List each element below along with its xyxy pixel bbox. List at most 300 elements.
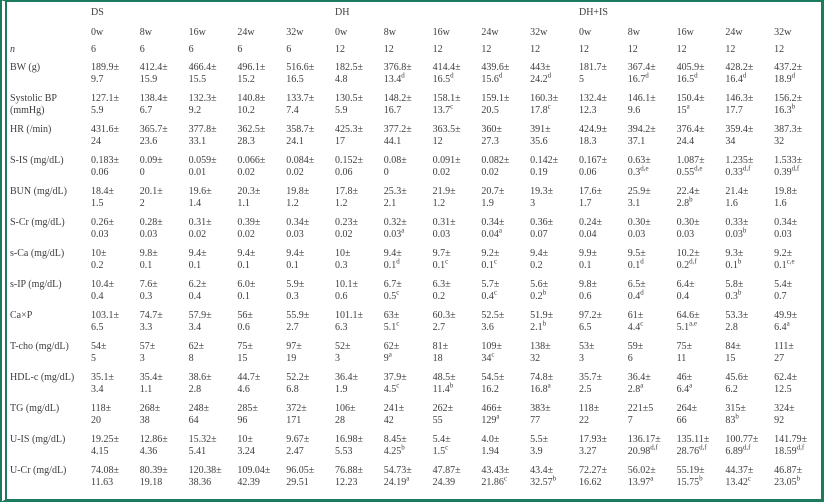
significance-superscript: a <box>650 474 654 483</box>
table-cell: 140.8± 10.2 <box>237 93 266 116</box>
table-cell: 44.7± 4.6 <box>237 372 261 395</box>
table-cell: 6.5± 0.4$^d$ <box>627 279 646 302</box>
table-cell: 159.1± 20.5 <box>481 93 510 116</box>
table-cell: 181.7± 5 <box>578 62 607 85</box>
table-cell: 132.4± 12.3 <box>578 93 607 116</box>
significance-superscript: d <box>640 288 644 297</box>
significance-superscript: b <box>791 102 796 111</box>
table-cell: 9.4± 0.1 <box>188 248 207 271</box>
table-cell: 19.8± 1.2 <box>286 186 310 209</box>
table-cell: 285± 96 <box>237 403 258 426</box>
week-header: 24w <box>481 27 499 38</box>
week-header: 8w <box>383 27 397 38</box>
table-cell: 74.08± 11.63 <box>91 465 119 488</box>
significance-superscript: a <box>496 412 500 421</box>
table-cell: 35.4± 1.1 <box>139 372 163 395</box>
significance-superscript: d <box>401 71 405 80</box>
table-cell: 146.3± 17.7 <box>725 93 754 116</box>
table-cell: 5.4± 1.5$^c$ <box>432 434 451 457</box>
table-cell: 75± 15 <box>237 341 253 364</box>
table-row <box>9 465 821 496</box>
significance-superscript: d,e <box>694 164 703 173</box>
table-cell: 63± 5.1$^c$ <box>383 310 400 333</box>
table-cell: 414.4± 16.5$^d$ <box>432 62 461 85</box>
row-label: T-cho (mg/dL) <box>10 341 69 352</box>
table-cell: 118± 20 <box>91 403 112 426</box>
table-cell: 100.77± $6.89^{d,f}$ <box>725 434 759 457</box>
table-cell: 241± 42 <box>383 403 405 426</box>
n-value: 6 <box>188 44 194 55</box>
table-cell: 0.08± 0 <box>383 155 407 178</box>
table-cell: 48.5± 11.4$^b$ <box>432 372 456 395</box>
significance-superscript: c <box>493 288 497 297</box>
table-cell: 25.9± 3.1 <box>627 186 651 209</box>
table-row <box>9 124 821 155</box>
table-cell: 9.67± 2.47 <box>286 434 310 457</box>
table-cell: 74.8± 16.8$^a$ <box>530 372 554 395</box>
table-cell: 52.2± 6.8 <box>286 372 310 395</box>
table-cell: 0.30± 0.03 <box>627 217 651 240</box>
table-cell: 6.3± 0.2 <box>432 279 451 302</box>
table-cell: 362.5± 28.3 <box>237 124 266 147</box>
table-cell: 443± 24.2$^d$ <box>530 62 552 85</box>
table-cell: 262± 55 <box>432 403 454 426</box>
table-cell: 0.31± 0.03 <box>432 217 456 240</box>
group-header-dh-is: DH+IS <box>578 7 608 18</box>
significance-superscript: c <box>640 319 644 328</box>
table-cell: 9.2± $0.1^{c,e}$ <box>774 248 795 271</box>
table-cell: 109± $34^c$ <box>481 341 502 364</box>
row-label: U-IS (mg/dL) <box>10 434 66 445</box>
row-label: s-Ca (mg/dL) <box>10 248 65 259</box>
significance-superscript: b <box>449 381 454 390</box>
significance-superscript: d,f <box>742 164 751 173</box>
table-cell: 5.9± 0.3 <box>286 279 305 302</box>
table-cell: 10± 0.2 <box>91 248 107 271</box>
row-label: TG (mg/dL) <box>10 403 60 414</box>
table-cell: 391± 35.6 <box>530 124 551 147</box>
table-cell: 6.0± 0.1 <box>237 279 256 302</box>
table-cell: 0.33± 0.03$^b$ <box>725 217 749 240</box>
table-cell: 17.6± 1.7 <box>578 186 602 209</box>
table-cell: 54.5± 16.2 <box>481 372 505 395</box>
week-header: 24w <box>725 27 743 38</box>
table-cell: 10.2± $0.2^{d,f}$ <box>676 248 700 271</box>
table-cell: 47.87± 24.39 <box>432 465 461 488</box>
table-cell: 182.5± 4.8 <box>334 62 363 85</box>
table-cell: 36.4± 1.9 <box>334 372 358 395</box>
table-cell: 1.087± $0.55^{d,e}$ <box>676 155 705 178</box>
table-cell: 425.3± 17 <box>334 124 363 147</box>
table-cell: 0.34± 0.04$^a$ <box>481 217 505 240</box>
n-value: 6 <box>237 44 243 55</box>
week-header: 8w <box>627 27 640 38</box>
n-value: 12 <box>578 44 589 55</box>
significance-superscript: a,e <box>689 319 698 328</box>
n-value: 12 <box>334 44 345 55</box>
table-cell: 10.4± 0.4 <box>91 279 114 302</box>
table-cell: 127.1± 5.9 <box>91 93 119 116</box>
table-cell: 0.183± 0.06 <box>91 155 119 178</box>
table-cell: 52.5± 3.6 <box>481 310 505 333</box>
table-cell: 38.6± 2.8 <box>188 372 212 395</box>
table-cell: 412.4± 15.9 <box>139 62 168 85</box>
table-cell: 136.17± $20.98^{d,f}$ <box>627 434 661 457</box>
table-cell: 376.4± 24.4 <box>676 124 705 147</box>
group-header-dh: DH <box>334 7 350 18</box>
significance-superscript: d,f <box>791 164 800 173</box>
table-cell: 358.7± 24.1 <box>286 124 315 147</box>
table-cell: 466.4± 15.5 <box>188 62 217 85</box>
table-cell: 56± 0.6 <box>237 310 253 333</box>
table-cell: 156.2± 16.3$^b$ <box>774 93 803 116</box>
table-cell: 0.066± 0.02 <box>237 155 266 178</box>
table-cell: 35.7± 2.5 <box>578 372 602 395</box>
week-header: 16w <box>432 27 450 38</box>
table-cell: 9.9± 0.1 <box>578 248 597 271</box>
significance-superscript: d <box>742 71 747 80</box>
table-cell: 376.8± 13.4$^d$ <box>383 62 412 85</box>
significance-superscript: d,f <box>650 443 658 452</box>
significance-superscript: b <box>552 474 557 483</box>
table-row <box>9 403 821 434</box>
table-cell: 360± 27.3 <box>481 124 502 147</box>
significance-superscript: c <box>503 474 507 483</box>
table-cell: 431.6± 24 <box>91 124 119 147</box>
table-cell: 189.9± 9.7 <box>91 62 119 85</box>
table-cell: 16.98± 5.53 <box>334 434 363 457</box>
significance-superscript: b <box>542 288 547 297</box>
table-cell: 372± 171 <box>286 403 307 426</box>
n-value: 6 <box>286 44 292 55</box>
row-label: HDL-c (mg/dL) <box>10 372 75 383</box>
table-cell: 0.32± 0.03$^a$ <box>383 217 407 240</box>
table-row <box>9 341 821 372</box>
table-cell: 0.36± 0.07 <box>530 217 554 240</box>
table-cell: 19.8± 1.6 <box>774 186 798 209</box>
table-row <box>9 186 821 217</box>
table-cell: 248± 64 <box>188 403 210 426</box>
table-cell: 54± 5 <box>91 341 107 364</box>
table-cell: 45.6± 6.2 <box>725 372 749 395</box>
week-header: 24w <box>237 27 255 38</box>
significance-superscript: c <box>493 257 497 266</box>
table-cell: 359.4± 34 <box>725 124 754 147</box>
table-cell: 74.7± 3.3 <box>139 310 163 333</box>
significance-superscript: a <box>401 226 405 235</box>
corner-cell <box>9 5 89 27</box>
table-cell: 21.9± 1.2 <box>432 186 456 209</box>
table-cell: 0.30± 0.03 <box>676 217 700 240</box>
significance-superscript: b <box>737 288 742 297</box>
table-cell: 20.7± 1.9 <box>481 186 505 209</box>
table-cell: 9.4± 0.1 <box>237 248 256 271</box>
table-cell: 17.8± 1.2 <box>334 186 358 209</box>
table-cell: 9.8± 0.1 <box>139 248 158 271</box>
table-cell: 51.9± 2.1$^b$ <box>530 310 554 333</box>
table-cell: 146.1± 9.6 <box>627 93 656 116</box>
table-row <box>9 93 821 124</box>
row-label: BW (g) <box>10 62 41 73</box>
table-cell: 6.2± 0.4 <box>188 279 207 302</box>
table-cell: 52± 3 <box>334 341 351 364</box>
significance-superscript: c <box>396 319 400 328</box>
table-row <box>9 248 821 279</box>
significance-superscript: b <box>689 195 693 204</box>
table-cell: 9.4± 0.1$^d$ <box>383 248 402 271</box>
table-cell: 6.4± 0.4 <box>676 279 695 302</box>
table-cell: 9.5± 0.1$^d$ <box>627 248 646 271</box>
n-value: 12 <box>627 44 638 55</box>
table-cell: 0.34± 0.03 <box>286 217 310 240</box>
table-cell: 55.19± 15.75$^b$ <box>676 465 705 488</box>
week-header: 32w <box>530 27 548 38</box>
table-cell: 44.37± 13.42$^c$ <box>725 465 754 488</box>
table-cell: 0.26± 0.03 <box>91 217 114 240</box>
n-row <box>9 44 821 62</box>
significance-superscript: c <box>491 350 495 359</box>
table-cell: 36.4± 2.8$^a$ <box>627 372 651 395</box>
significance-superscript: d,f <box>689 257 697 266</box>
table-cell: 437.2± 18.9$^d$ <box>774 62 803 85</box>
table-cell: 8.45± 4.25$^b$ <box>383 434 407 457</box>
table-cell: 130.5± 5.9 <box>334 93 363 116</box>
table-cell: 103.1± 6.5 <box>91 310 119 333</box>
table-cell: 387.3± 32 <box>774 124 803 147</box>
table-cell: 54.73± 24.19$^a$ <box>383 465 412 488</box>
week-header: 8w <box>139 27 153 38</box>
table-row <box>9 217 821 248</box>
table-cell: 20.3± 1.1 <box>237 186 261 209</box>
table-cell: 25.3± 2.1 <box>383 186 407 209</box>
significance-superscript: c <box>445 257 449 266</box>
table-cell: 424.9± 18.3 <box>578 124 607 147</box>
table-header <box>9 5 821 44</box>
table-cell: 268± 38 <box>139 403 161 426</box>
row-label: BUN (mg/dL) <box>10 186 67 197</box>
table-cell: 109.04± 42.39 <box>237 465 271 488</box>
week-header: 16w <box>676 27 694 38</box>
week-header: 0w <box>578 27 592 38</box>
significance-superscript: d,f <box>796 443 805 452</box>
significance-superscript: b <box>542 319 547 328</box>
table-cell: 0.167± 0.06 <box>578 155 607 178</box>
significance-superscript: c <box>747 474 751 483</box>
table-cell: 57± 3 <box>139 341 156 364</box>
table-cell: 160.3± 17.8$^c$ <box>530 93 559 116</box>
significance-superscript: d <box>450 71 454 80</box>
table-cell: 1.533± $0.39^{d,f}$ <box>774 155 803 178</box>
table-cell: 5.6± 0.2$^b$ <box>530 279 549 302</box>
table-cell: 264± 66 <box>676 403 698 426</box>
table-cell: 72.27± 16.62 <box>578 465 607 488</box>
table-cell: 55.9± 2.7 <box>286 310 310 333</box>
table-cell: 0.34± 0.03 <box>774 217 798 240</box>
table-row <box>9 434 821 465</box>
table-cell: 62.4± 12.5 <box>774 372 798 395</box>
table-row <box>9 279 821 310</box>
table-cell: 394.2± 37.1 <box>627 124 656 147</box>
significance-superscript: c <box>445 443 449 452</box>
table-cell: 148.2± 16.7 <box>383 93 412 116</box>
table-cell: 120.38± 38.36 <box>188 465 222 488</box>
significance-superscript: b <box>737 257 742 266</box>
table-cell: 367.4± 16.7$^d$ <box>627 62 656 85</box>
table-cell: 377.2± 44.1 <box>383 124 412 147</box>
table-cell: 0.39± 0.02 <box>237 217 261 240</box>
significance-superscript: b <box>401 443 405 452</box>
table-cell: 9.4± 0.2 <box>530 248 549 271</box>
table-cell: 111± 27 <box>774 341 794 364</box>
significance-superscript: b <box>735 412 739 421</box>
table-cell: 5.5± 3.9 <box>530 434 549 457</box>
week-header: 32w <box>774 27 792 38</box>
table-cell: 46± 6.4$^a$ <box>676 372 693 395</box>
table-cell: 97± 19 <box>286 341 302 364</box>
significance-superscript: a <box>640 381 644 390</box>
table-cell: 138.4± 6.7 <box>139 93 168 116</box>
table-cell: 59± 6 <box>627 341 644 364</box>
table-row <box>9 62 821 93</box>
corner-cell <box>9 27 89 44</box>
table-cell: 6.7± 0.5$^c$ <box>383 279 402 302</box>
table-cell: 0.091± 0.02 <box>432 155 461 178</box>
table-row <box>9 372 821 403</box>
n-value: 12 <box>774 44 785 55</box>
table-cell: 19.3± 3 <box>530 186 554 209</box>
table-cell: 35.1± 3.4 <box>91 372 114 395</box>
table-cell: 0.09± 0 <box>139 155 163 178</box>
significance-superscript: d <box>396 257 400 266</box>
table-cell: 101.1± 6.3 <box>334 310 363 333</box>
significance-superscript: a <box>786 319 790 328</box>
n-value: 6 <box>91 44 96 55</box>
significance-superscript: b <box>742 226 747 235</box>
n-value: 12 <box>725 44 736 55</box>
table-cell: 18.4± 1.5 <box>91 186 114 209</box>
table-cell: 37.9± 4.5$^c$ <box>383 372 407 395</box>
table-cell: 21.4± 1.6 <box>725 186 749 209</box>
n-value: 12 <box>530 44 541 55</box>
table-cell: 5.4± 0.7 <box>774 279 793 302</box>
table-cell: 46.87± 23.05$^b$ <box>774 465 803 488</box>
table-cell: 43.43± 21.86$^c$ <box>481 465 510 488</box>
table-cell: 53± 3 <box>578 341 595 364</box>
significance-superscript: d <box>791 71 796 80</box>
table-cell: 132.3± 9.2 <box>188 93 217 116</box>
table-cell: 0.142± 0.19 <box>530 155 559 178</box>
significance-superscript: a <box>547 381 551 390</box>
table-cell: 9.7± 0.1$^c$ <box>432 248 451 271</box>
table-cell: 97.2± 6.5 <box>578 310 602 333</box>
table-cell: 76.88± 12.23 <box>334 465 363 488</box>
table-cell: 138± 32 <box>530 341 551 364</box>
significance-superscript: d <box>640 257 644 266</box>
significance-superscript: c,e <box>786 257 795 266</box>
row-label: Systolic BP (mmHg) <box>10 93 57 116</box>
table-cell: 324± 92 <box>774 403 795 426</box>
lab-results-table <box>9 5 821 496</box>
significance-superscript: d,f <box>699 443 707 452</box>
table-cell: 377.8± 33.1 <box>188 124 217 147</box>
significance-superscript: d <box>694 71 698 80</box>
table-cell: 428.2± 16.4$^d$ <box>725 62 754 85</box>
table-cell: 80.39± 19.18 <box>139 465 168 488</box>
row-label: s-IP (mg/dL) <box>10 279 62 290</box>
table-cell: 315± $83^b$ <box>725 403 746 426</box>
table-cell: 0.059± 0.01 <box>188 155 217 178</box>
table-cell: 0.082± 0.02 <box>481 155 510 178</box>
significance-superscript: d <box>498 71 503 80</box>
table-cell: 0.31± 0.02 <box>188 217 212 240</box>
table-cell: 64.6± $5.1^{a,e}$ <box>676 310 700 333</box>
row-label: S-IS (mg/dL) <box>10 155 64 166</box>
table-cell: 141.79± $18.59^{d,f}$ <box>774 434 808 457</box>
n-value: 6 <box>139 44 145 55</box>
significance-superscript: d <box>547 71 552 80</box>
significance-superscript: c <box>450 102 454 111</box>
week-header: 32w <box>286 27 304 38</box>
table-cell: 15.32± 5.41 <box>188 434 217 457</box>
table-cell: 22.4± 2.8$^b$ <box>676 186 700 209</box>
table-cell: 17.93± 3.27 <box>578 434 607 457</box>
table-cell: 5.8± 0.3$^b$ <box>725 279 744 302</box>
table-cell: 0.28± 0.03 <box>139 217 163 240</box>
table-cell: 61± 4.4$^c$ <box>627 310 644 333</box>
significance-superscript: a <box>686 102 690 111</box>
table-cell: 405.9± 16.5$^d$ <box>676 62 705 85</box>
group-header-ds: DS <box>91 7 104 18</box>
table-cell: 363.5± 12 <box>432 124 461 147</box>
table-cell: 9.8± 0.6 <box>578 279 597 302</box>
significance-superscript: c <box>396 288 400 297</box>
significance-superscript: a <box>689 381 693 390</box>
significance-superscript: b <box>796 474 801 483</box>
table-cell: 96.05± 29.51 <box>286 465 315 488</box>
table-cell: 221±5 7 <box>627 403 654 426</box>
week-header: 0w <box>334 27 348 38</box>
table-row <box>9 310 821 341</box>
table-cell: 0.23± 0.02 <box>334 217 358 240</box>
significance-superscript: a <box>406 474 410 483</box>
table-cell: 10± 0.3 <box>334 248 351 271</box>
row-label: HR (/min) <box>10 124 52 135</box>
table-cell: 383± 77 <box>530 403 551 426</box>
table-cell: 56.02± 13.97$^a$ <box>627 465 656 488</box>
table-cell: 118± 22 <box>578 403 600 426</box>
significance-superscript: d,f <box>742 443 751 452</box>
table-cell: 135.11± $28.76^{d,f}$ <box>676 434 710 457</box>
table-cell: 4.0± 1.94 <box>481 434 500 457</box>
table-cell: 53.3± 2.8 <box>725 310 749 333</box>
table-cell: 9.3± 0.1$^b$ <box>725 248 744 271</box>
significance-superscript: d,e <box>640 164 649 173</box>
row-label-n: n <box>10 44 15 55</box>
table-cell: 7.6± 0.3 <box>139 279 158 302</box>
n-value: 12 <box>481 44 492 55</box>
table-cell: 49.9± 6.4$^a$ <box>774 310 798 333</box>
table-cell: 81± 18 <box>432 341 449 364</box>
table-cell: 516.6± 16.5 <box>286 62 315 85</box>
row-label: S-Cr (mg/dL) <box>10 217 65 228</box>
table-cell: 10.1± 0.6 <box>334 279 358 302</box>
table-cell: 150.4± $15^a$ <box>676 93 705 116</box>
table-cell: 19.6± 1.4 <box>188 186 212 209</box>
table-cell: 62± 8 <box>188 341 205 364</box>
table-cell: 496.1± 15.2 <box>237 62 266 85</box>
table-cell: 5.7± 0.4$^c$ <box>481 279 500 302</box>
table-cell: 0.24± 0.04 <box>578 217 602 240</box>
